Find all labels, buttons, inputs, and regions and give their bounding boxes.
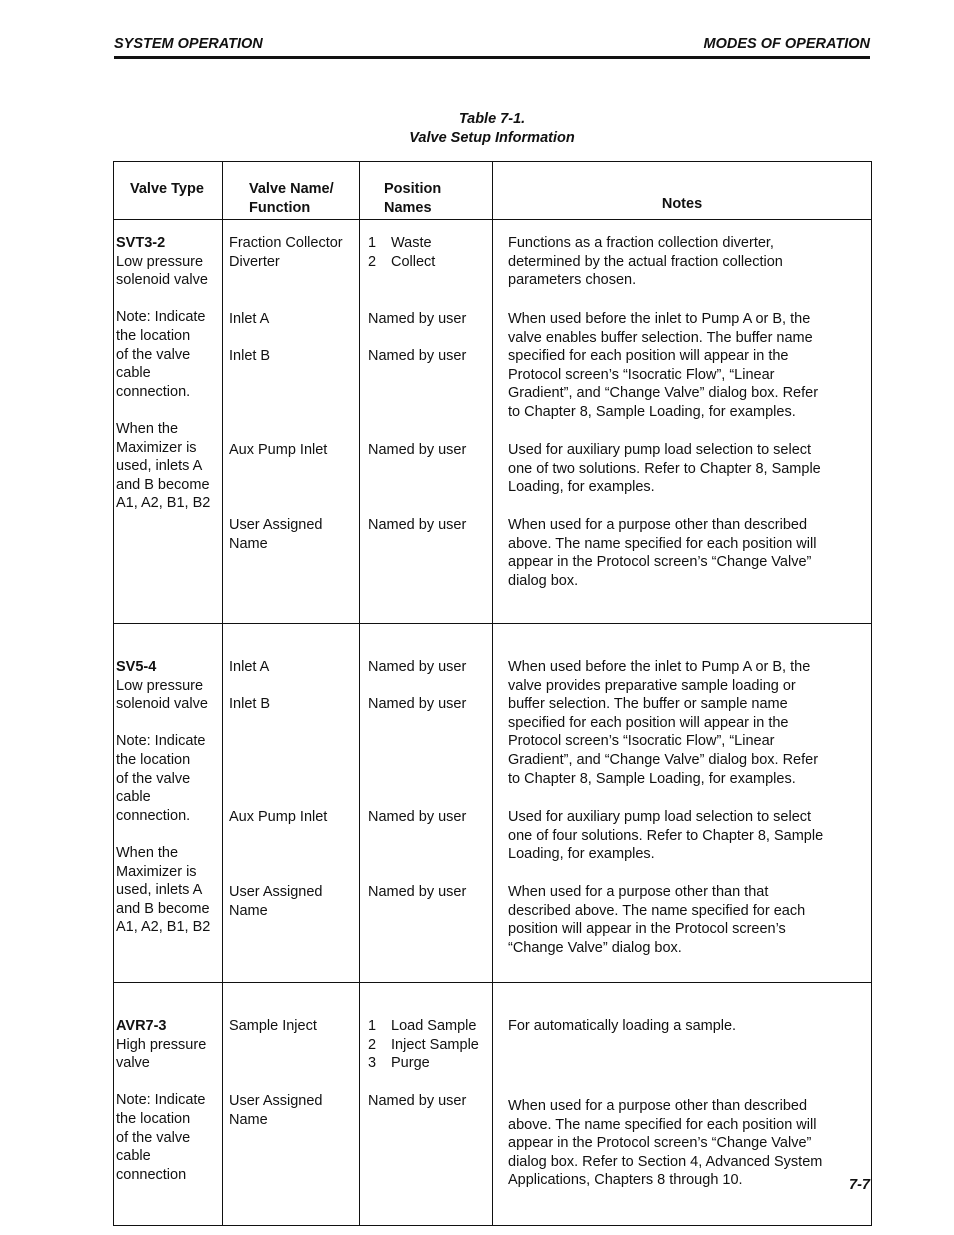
note-line: specified for each position will appear in the: [508, 348, 789, 365]
valve-type-line: used, inlets A: [116, 882, 203, 899]
position-label: Waste: [391, 235, 432, 251]
valve-type-line: the location: [116, 751, 191, 768]
note-paragraph: [508, 1097, 822, 1190]
position-entry: [368, 658, 466, 677]
position-item: [368, 516, 466, 535]
valve-name-line: Name: [229, 535, 268, 552]
position-entry: [368, 234, 435, 271]
valve-type-line: cable: [116, 1148, 151, 1165]
valve-type-line: solenoid valve: [116, 696, 208, 713]
note-line: above. The name specified for each position will: [508, 535, 817, 552]
note-paragraph: [508, 516, 816, 590]
valve-type-line: [116, 401, 222, 420]
position-names-cell: [360, 220, 493, 624]
position-item: [368, 1036, 479, 1055]
position-label: Named by user: [368, 311, 467, 327]
position-label: Load Sample: [391, 1018, 477, 1034]
valve-name-line: Aux Pump Inlet: [229, 442, 328, 458]
position-names-cell: [360, 624, 493, 983]
valve-type-block: [116, 234, 222, 513]
position-entry: [368, 1092, 466, 1111]
position-label: Inject Sample: [391, 1036, 479, 1053]
valve-type-line: Maximizer is: [116, 863, 197, 880]
valve-type-block: [116, 638, 222, 937]
valve-name-line: Diverter: [229, 253, 280, 270]
note-line: appear in the Protocol screen’s “Change Valve”: [508, 1135, 812, 1152]
column-header-line: Position: [384, 181, 442, 197]
position-entry: [368, 441, 466, 460]
position-label: Named by user: [368, 884, 467, 900]
note-line: determined by the actual fraction collection: [508, 253, 783, 270]
page-number: 7-7: [849, 1177, 870, 1193]
table-caption: [114, 110, 870, 148]
column-header-line: Names: [384, 199, 432, 216]
valve-section-row: [114, 983, 872, 1226]
note-paragraph: [508, 658, 818, 788]
position-label: Named by user: [368, 517, 467, 533]
valve-type-line: of the valve: [116, 1129, 191, 1146]
valve-type-line: valve: [116, 1055, 150, 1072]
position-entry: [368, 808, 466, 827]
position-item: [368, 808, 466, 827]
valve-type-line: connection.: [116, 383, 191, 400]
valve-type-cell: [114, 983, 223, 1226]
valve-name-entry: [229, 658, 269, 677]
position-label: Named by user: [368, 1093, 467, 1109]
valve-type-line: of the valve: [116, 770, 191, 787]
position-names-cell: [360, 983, 493, 1226]
valve-name-entry: [229, 1017, 317, 1036]
valve-type-line: cable: [116, 365, 151, 382]
valve-type-line: A1, A2, B1, B2: [116, 919, 211, 936]
note-line: Used for auxiliary pump load selection to select: [508, 809, 812, 825]
table-number: Table 7-1.: [458, 111, 526, 127]
position-entry: [368, 347, 466, 366]
note-line: to Chapter 8, Sample Loading, for examples.: [508, 403, 796, 420]
valve-type-line: A1, A2, B1, B2: [116, 495, 211, 512]
note-line: Loading, for examples.: [508, 479, 655, 496]
note-line: When used before the inlet to Pump A or B, the: [508, 311, 811, 327]
note-line: dialog box.: [508, 572, 579, 589]
position-item: [368, 310, 466, 329]
table-title: Valve Setup Information: [409, 130, 575, 146]
notes-cell: [493, 983, 872, 1226]
valve-name-line: Inlet B: [229, 696, 271, 712]
note-line: For automatically loading a sample.: [508, 1018, 737, 1034]
valve-section-row: [114, 624, 872, 983]
valve-type-title: SVT3-2: [116, 235, 166, 251]
valve-type-line: and B become: [116, 476, 210, 493]
note-paragraph: [508, 883, 805, 957]
header-section-title: SYSTEM OPERATION: [114, 36, 263, 52]
valve-name-line: User Assigned: [229, 1093, 323, 1109]
valve-name-line: Name: [229, 902, 268, 919]
note-line: When used for a purpose other than described: [508, 1098, 808, 1114]
column-header-line: Function: [249, 199, 311, 216]
valve-type-line: High pressure: [116, 1036, 207, 1053]
position-entry: [368, 695, 466, 714]
valve-name-entry: [229, 234, 343, 271]
valve-name-line: Inlet B: [229, 348, 271, 364]
valve-type-cell: [114, 624, 223, 983]
valve-type-line: Note: Indicate: [116, 733, 206, 750]
position-label: Named by user: [368, 442, 467, 458]
valve-name-entry: [229, 516, 323, 553]
position-entry: [368, 883, 466, 902]
position-item: [368, 1017, 479, 1036]
column-header-positions: [360, 162, 493, 220]
valve-type-title: SV5-4: [116, 659, 157, 675]
valve-type-line: Low pressure: [116, 677, 204, 694]
valve-type-cell: [114, 220, 223, 624]
valve-type-line: the location: [116, 1110, 191, 1127]
valve-name-entry: [229, 441, 327, 460]
valve-type-line: [116, 1073, 222, 1092]
note-line: one of four solutions. Refer to Chapter 8, Sample: [508, 827, 824, 844]
notes-cell: [493, 624, 872, 983]
position-label: Purge: [391, 1055, 430, 1072]
note-line: above. The name specified for each position will: [508, 1116, 817, 1133]
position-item: [368, 1054, 479, 1073]
valve-name-line: User Assigned: [229, 517, 323, 533]
note-line: Loading, for examples.: [508, 846, 655, 863]
position-item: [368, 441, 466, 460]
note-line: Used for auxiliary pump load selection to select: [508, 442, 812, 458]
valve-name-entry: [229, 695, 270, 714]
position-number: 1: [368, 235, 377, 251]
valve-type-line: of the valve: [116, 346, 191, 363]
valve-type-line: connection: [116, 1166, 187, 1183]
note-line: to Chapter 8, Sample Loading, for examples.: [508, 770, 796, 787]
note-line: described above. The name specified for each: [508, 902, 806, 919]
note-line: Protocol screen’s “Isocratic Flow”, “Linear: [508, 366, 775, 383]
page-header: [114, 36, 870, 59]
position-item: [368, 1092, 466, 1111]
note-paragraph: [508, 808, 823, 864]
note-paragraph: [508, 234, 783, 290]
valve-name-line: Name: [229, 1111, 268, 1128]
valve-type-line: connection.: [116, 807, 191, 824]
valve-name-line: Inlet A: [229, 659, 270, 675]
column-header-line: Valve Name/: [249, 181, 334, 197]
valve-type-line: Maximizer is: [116, 439, 197, 456]
valve-name-entry: [229, 808, 327, 827]
valve-section-row: [114, 220, 872, 624]
valve-name-line: Sample Inject: [229, 1018, 317, 1034]
note-line: Gradient”, and “Change Valve” dialog box. Refer: [508, 385, 819, 402]
position-item: [368, 253, 435, 272]
valve-type-block: [116, 997, 222, 1184]
valve-type-line: solenoid valve: [116, 272, 208, 289]
position-label: Named by user: [368, 809, 467, 825]
valve-name-line: Inlet A: [229, 311, 270, 327]
note-line: valve provides preparative sample loading or: [508, 677, 796, 694]
valve-name-cell: [223, 220, 360, 624]
note-line: buffer selection. The buffer or sample name: [508, 696, 788, 713]
valve-name-line: Aux Pump Inlet: [229, 809, 328, 825]
note-paragraph: [508, 310, 818, 422]
position-label: Named by user: [368, 659, 467, 675]
note-line: one of two solutions. Refer to Chapter 8, Sample: [508, 460, 821, 477]
note-line: dialog box. Refer to Section 4, Advanced System: [508, 1153, 823, 1170]
header-chapter-title: MODES OF OPERATION: [703, 36, 870, 52]
valve-type-title: AVR7-3: [116, 1018, 167, 1034]
valve-type-line: the location: [116, 327, 191, 344]
position-number: 1: [368, 1018, 377, 1034]
valve-name-entry: [229, 1092, 323, 1129]
position-entry: [368, 310, 466, 329]
note-line: When used before the inlet to Pump A or B, the: [508, 659, 811, 675]
valve-type-line: [116, 714, 222, 733]
note-line: Applications, Chapters 8 through 10.: [508, 1172, 743, 1189]
note-line: position will appear in the Protocol screen’s: [508, 921, 786, 938]
column-header-valve-type: Valve Type: [114, 162, 223, 220]
position-label: Collect: [391, 253, 436, 270]
note-line: specified for each position will appear in the: [508, 714, 789, 731]
valve-type-line: When the: [116, 420, 179, 437]
valve-type-line: cable: [116, 789, 151, 806]
note-line: Gradient”, and “Change Valve” dialog box. Refer: [508, 751, 819, 768]
position-item: [368, 883, 466, 902]
valve-type-line: [116, 825, 222, 844]
note-line: Protocol screen’s “Isocratic Flow”, “Linear: [508, 733, 775, 750]
note-line: “Change Valve” dialog box.: [508, 939, 682, 956]
position-label: Named by user: [368, 696, 467, 712]
note-line: appear in the Protocol screen’s “Change Valve”: [508, 554, 812, 571]
valve-name-line: User Assigned: [229, 884, 323, 900]
note-line: valve enables buffer selection. The buffer name: [508, 329, 813, 346]
note-line: When used for a purpose other than that: [508, 884, 769, 900]
notes-cell: [493, 220, 872, 624]
valve-type-line: [116, 290, 222, 309]
position-label: Named by user: [368, 348, 467, 364]
valve-type-line: Low pressure: [116, 253, 204, 270]
position-entry: [368, 516, 466, 535]
column-header-notes: Notes: [493, 162, 872, 220]
valve-type-line: Note: Indicate: [116, 309, 206, 326]
note-line: parameters chosen.: [508, 272, 637, 289]
valve-type-line: and B become: [116, 900, 210, 917]
valve-name-cell: [223, 624, 360, 983]
table-header-row: [114, 162, 872, 220]
position-item: [368, 658, 466, 677]
valve-name-entry: [229, 883, 323, 920]
valve-name-entry: [229, 310, 269, 329]
valve-name-cell: [223, 983, 360, 1226]
note-paragraph: [508, 441, 821, 497]
valve-name-line: Fraction Collector: [229, 235, 343, 251]
position-entry: [368, 1017, 479, 1073]
position-number: 3: [368, 1055, 377, 1072]
position-number: 2: [368, 1036, 377, 1053]
position-item: [368, 234, 435, 253]
column-header-name-function: [223, 162, 360, 220]
valve-name-entry: [229, 347, 270, 366]
valve-type-line: used, inlets A: [116, 458, 203, 475]
position-item: [368, 347, 466, 366]
position-item: [368, 695, 466, 714]
valve-type-line: When the: [116, 844, 179, 861]
note-line: Functions as a fraction collection diverter,: [508, 235, 774, 251]
note-paragraph: [508, 1017, 736, 1036]
position-number: 2: [368, 253, 377, 270]
valve-type-line: Note: Indicate: [116, 1092, 206, 1109]
note-line: When used for a purpose other than described: [508, 517, 808, 533]
valve-setup-table: [113, 161, 872, 1226]
